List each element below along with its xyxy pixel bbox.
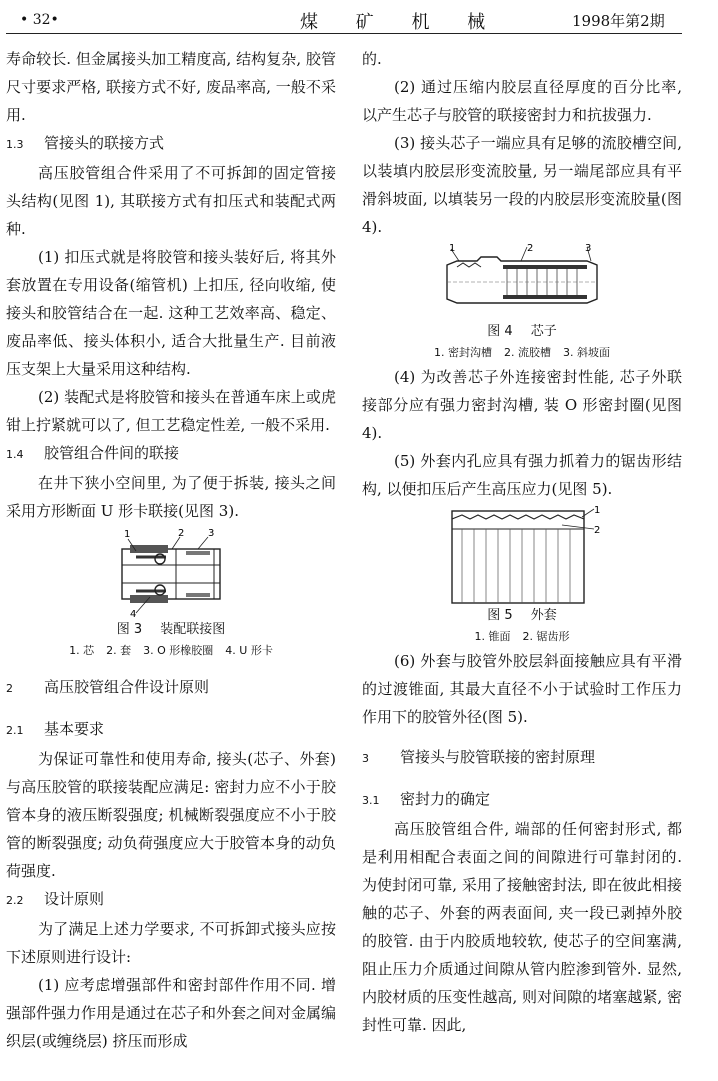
paragraph: 寿命较长. 但金属接头加工精度高, 结构复杂, 胶管尺寸要求严格, 联接方式不好, 废品率高, 一般不采用. (6, 50, 336, 124)
paragraph: 高压胶管组合件采用了不可拆卸的固定管接头结构(见图 1), 其联接方式有扣压式和装配式两种. (6, 164, 336, 238)
paragraph: (1) 扣压式就是将胶管和接头装好后, 将其外套放置在专用设备(缩管机) 上扣压, 径向收缩, 使接头和胶管结合在一起. 这种工艺效率高、稳定、废品率低、接头体积小, 适合大批量生产. 目前液压支架上大量采用这种结构. (6, 248, 336, 378)
section-heading-1-3: 1.3 管接头的联接方式 (6, 134, 165, 152)
paragraph: (2) 通过压缩内胶层直径厚度的百分比率, 以产生芯子与胶管的联接密封力和抗拔强力. (362, 78, 682, 124)
left-column (6, 45, 336, 1055)
paragraph: (4) 为改善芯子外连接密封性能, 芯子外联接部分应有强力密封沟槽, 装 O 形密封圈(见图 4). (362, 368, 682, 442)
paragraph: (5) 外套内孔应具有强力抓着力的锯齿形结构, 以便扣压后产生高压应力(见图 5). (362, 452, 682, 498)
paragraph: (6) 外套与胶管外胶层斜面接触应具有平滑的过渡锥面, 其最大直径不小于试验时工作压力作用下的胶管外径(图 5). (362, 652, 682, 726)
figure-3-legend: 1. 芯 2. 套 3. O 形橡胶圈 4. U 形卡 (69, 644, 273, 657)
paragraph: (2) 装配式是将胶管和接头在普通车床上或虎钳上拧紧就可以了, 但工艺稳定性差, 一般不采用. (6, 388, 336, 434)
journal-title: 煤 矿 机 械 (300, 12, 502, 33)
paragraph: 的. (362, 50, 382, 68)
right-column (362, 45, 682, 1039)
fig4-label-1: 1 (449, 243, 456, 254)
section-heading-2-1: 2.1 基本要求 (6, 720, 105, 738)
fig5-label-2: 2 (594, 525, 601, 536)
paragraph: 高压胶管组合件, 端部的任何密封形式, 都是利用相配合表面之间的间隙进行可靠封闭的. 为使封闭可靠, 采用了接触密封法, 即在彼此相接触的芯子、外套的两表面间, 夹一段已剥掉外胶的胶管. 由于内胶质地较软, 使芯子的空间塞满, 阻止压力介质通过间隙从管内腔渗到管外. 显然, 内胶材质的压变性越高, 则对间隙的堵塞越紧, 密封性可靠. 因此, (362, 820, 682, 1034)
section-heading-3-1: 3.1 密封力的确定 (362, 790, 491, 808)
paragraph: 为了满足上述力学要求, 不可拆卸式接头应按下述原则进行设计: (6, 920, 336, 966)
fig4-label-3: 3 (585, 243, 592, 254)
fig3-label-3: 3 (208, 528, 215, 539)
fig5-label-1: 1 (594, 505, 601, 516)
issue-label: 1998年第2期 (572, 12, 665, 30)
paragraph: 为保证可靠性和使用寿命, 接头(芯子、外套) 与高压胶管的联接装配应满足: 密封力应不小于胶管本身的液压断裂强度; 机械断裂强度应不小于胶管的断裂强度; 动负荷强度应大于胶管本身的动负荷强度. (6, 750, 336, 880)
paragraph: (1) 应考虑增强部件和密封部件作用不同. 增强部件强力作用是通过在芯子和外套之间对金属编织层(或缠绕层) 挤压而形成 (6, 976, 337, 1050)
assembly-connection-drawing (116, 527, 226, 619)
page-header (0, 0, 718, 40)
figure-5 (362, 505, 682, 647)
fig3-label-2: 2 (178, 528, 185, 539)
fig3-label-4: 4 (130, 609, 137, 619)
section-heading-1-4: 1.4 胶管组合件间的联接 (6, 444, 180, 462)
core-drawing (437, 243, 607, 321)
page-number: • 32• (20, 12, 59, 28)
paragraph: 在井下狭小空间里, 为了便于拆装, 接头之间采用方形断面 U 形卡联接(见图 3). (6, 474, 336, 520)
sleeve-drawing (442, 505, 602, 605)
figure-4-legend: 1. 密封沟槽 2. 流胶槽 3. 斜坡面 (434, 346, 610, 359)
figure-5-legend: 1. 锥面 2. 锯齿形 (474, 630, 570, 643)
section-heading-3: 3 管接头与胶管联接的密封原理 (362, 748, 596, 766)
header-rule (6, 33, 682, 34)
figure-5-caption: 图 5 外套 (487, 608, 557, 623)
figure-3 (6, 527, 336, 661)
figure-3-caption: 图 3 装配联接图 (116, 622, 226, 637)
section-heading-2-2: 2.2 设计原则 (6, 890, 105, 908)
figure-4 (362, 243, 682, 363)
fig4-label-2: 2 (527, 243, 534, 254)
section-heading-2: 2 高压胶管组合件设计原则 (6, 678, 210, 696)
fig3-label-1: 1 (124, 529, 131, 540)
figure-4-caption: 图 4 芯子 (487, 324, 557, 339)
paragraph: (3) 接头芯子一端应具有足够的流胶槽空间, 以装填内胶层形变流胶量, 另一端尾部应具有平滑斜坡面, 以填装另一段的内胶层形变流胶量(图 4). (362, 134, 682, 236)
